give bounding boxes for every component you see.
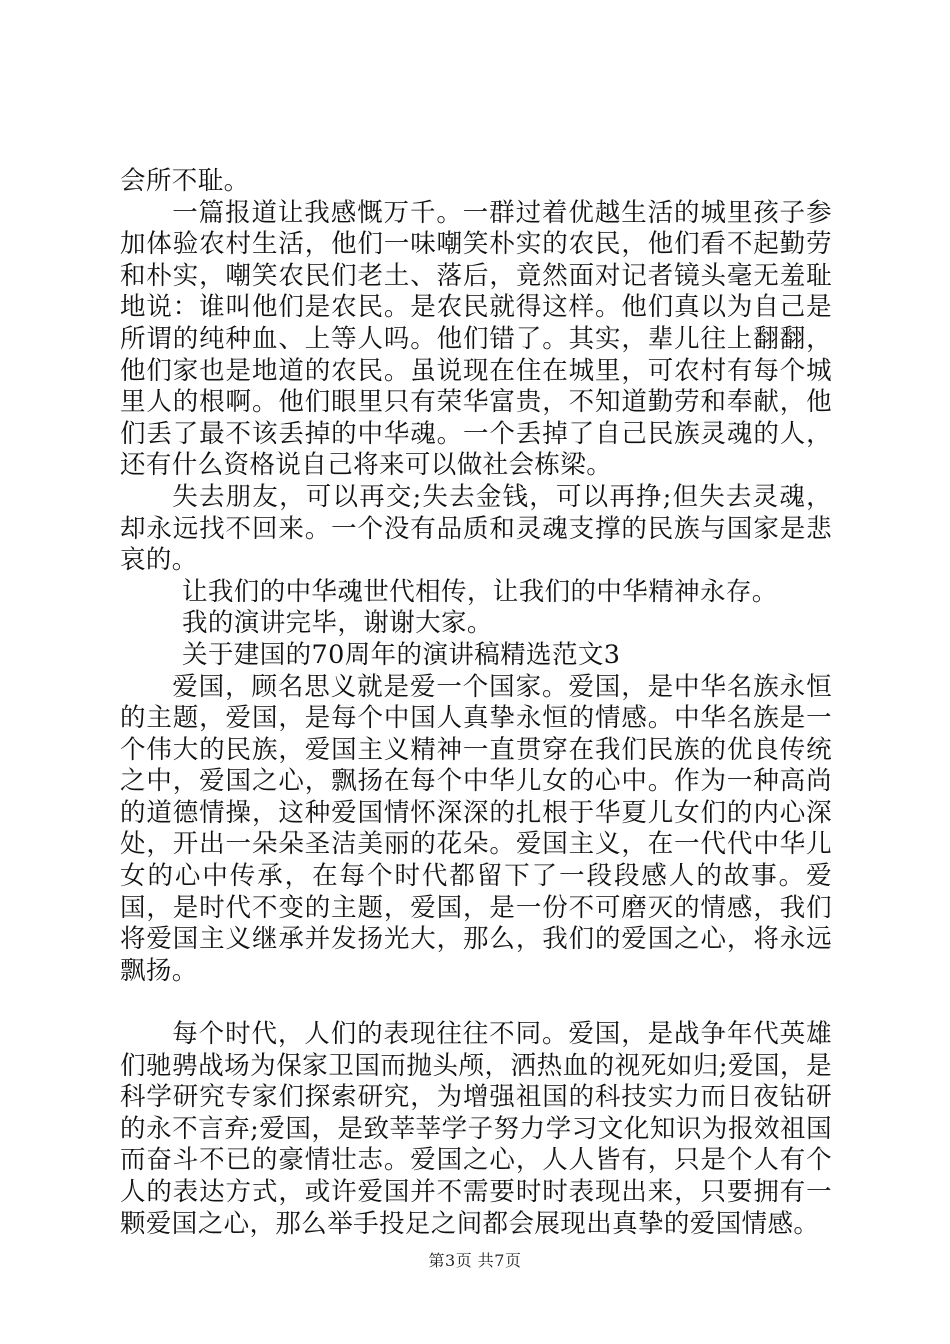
section-heading: 关于建国的70周年的演讲稿精选范文3 [182,639,621,670]
paragraph-continuation: 会所不耻。 [120,166,250,196]
paragraph: 爱国，顾名思义就是爱一个国家。爱国，是中华名族永恒的主题，爱国，是每个中国人真挚永恒的情感。中华名族是一个伟大的民族，爱国主义精神一直贯穿在我们民族的优良传统之中，爱国之心，飘扬在每个中华儿女的心中。作为一种高尚的道德情操，这种爱国情怀深深的扎根于华夏儿女们的内心深处，开出一朵朵圣洁美丽的花朵。爱国主义，在一代代中华儿女的心中传承，在每个时代都留下了一段段感人的故事。爱国，是时代不变的主题，爱国，是一份不可磨灭的情感，我们将爱国主义继承并发扬光大，那么，我们的爱国之心，将永远飘扬。 [120,671,832,986]
paragraph: 让我们的中华魂世代相传，让我们的中华精神永存。 [182,576,778,607]
paragraph: 每个时代，人们的表现往往不同。爱国，是战争年代英雄们驰骋战场为保家卫国而抛头颅，洒热血的视死如归;爱国，是科学研究专家们探索研究，为增强祖国的科技实力而日夜钻研的永不言弃;爱国，是致莘莘学子努力学习文化知识为报效祖国而奋斗不已的豪情壮志。爱国之心，人人皆有，只是个人有个人的表达方式，或许爱国并不需要时时表现出来，只要拥有一颗爱国之心，那么举手投足之间都会展现出真挚的爱国情感。 [120,1019,832,1239]
page-number: 第3页 共7页 [428,1251,522,1270]
paragraph: 我的演讲完毕，谢谢大家。 [182,608,493,639]
document-body [120,166,832,1240]
paragraph: 一篇报道让我感慨万千。一群过着优越生活的城里孩子参加体验农村生活，他们一味嘲笑朴实的农民，他们看不起勤劳和朴实，嘲笑农民们老土、落后，竟然面对记者镜头毫无羞耻地说：谁叫他们是农民。是农民就得这样。他们真以为自己是所谓的纯种血、上等人吗。他们错了。其实，辈儿往上翻翻，他们家也是地道的农民。虽说现在住在城里，可农村有每个城里人的根啊。他们眼里只有荣华富贵，不知道勤劳和奉献，他们丢了最不该丢掉的中华魂。一个丢掉了自己民族灵魂的人，还有什么资格说自己将来可以做社会栋梁。 [120,197,832,481]
paragraph: 失去朋友，可以再交;失去金钱，可以再挣;但失去灵魂，却永远找不回来。一个没有品质和灵魂支撑的民族与国家是悲哀的。 [120,481,832,576]
page-footer [0,1248,950,1271]
blank-line [120,987,832,1019]
